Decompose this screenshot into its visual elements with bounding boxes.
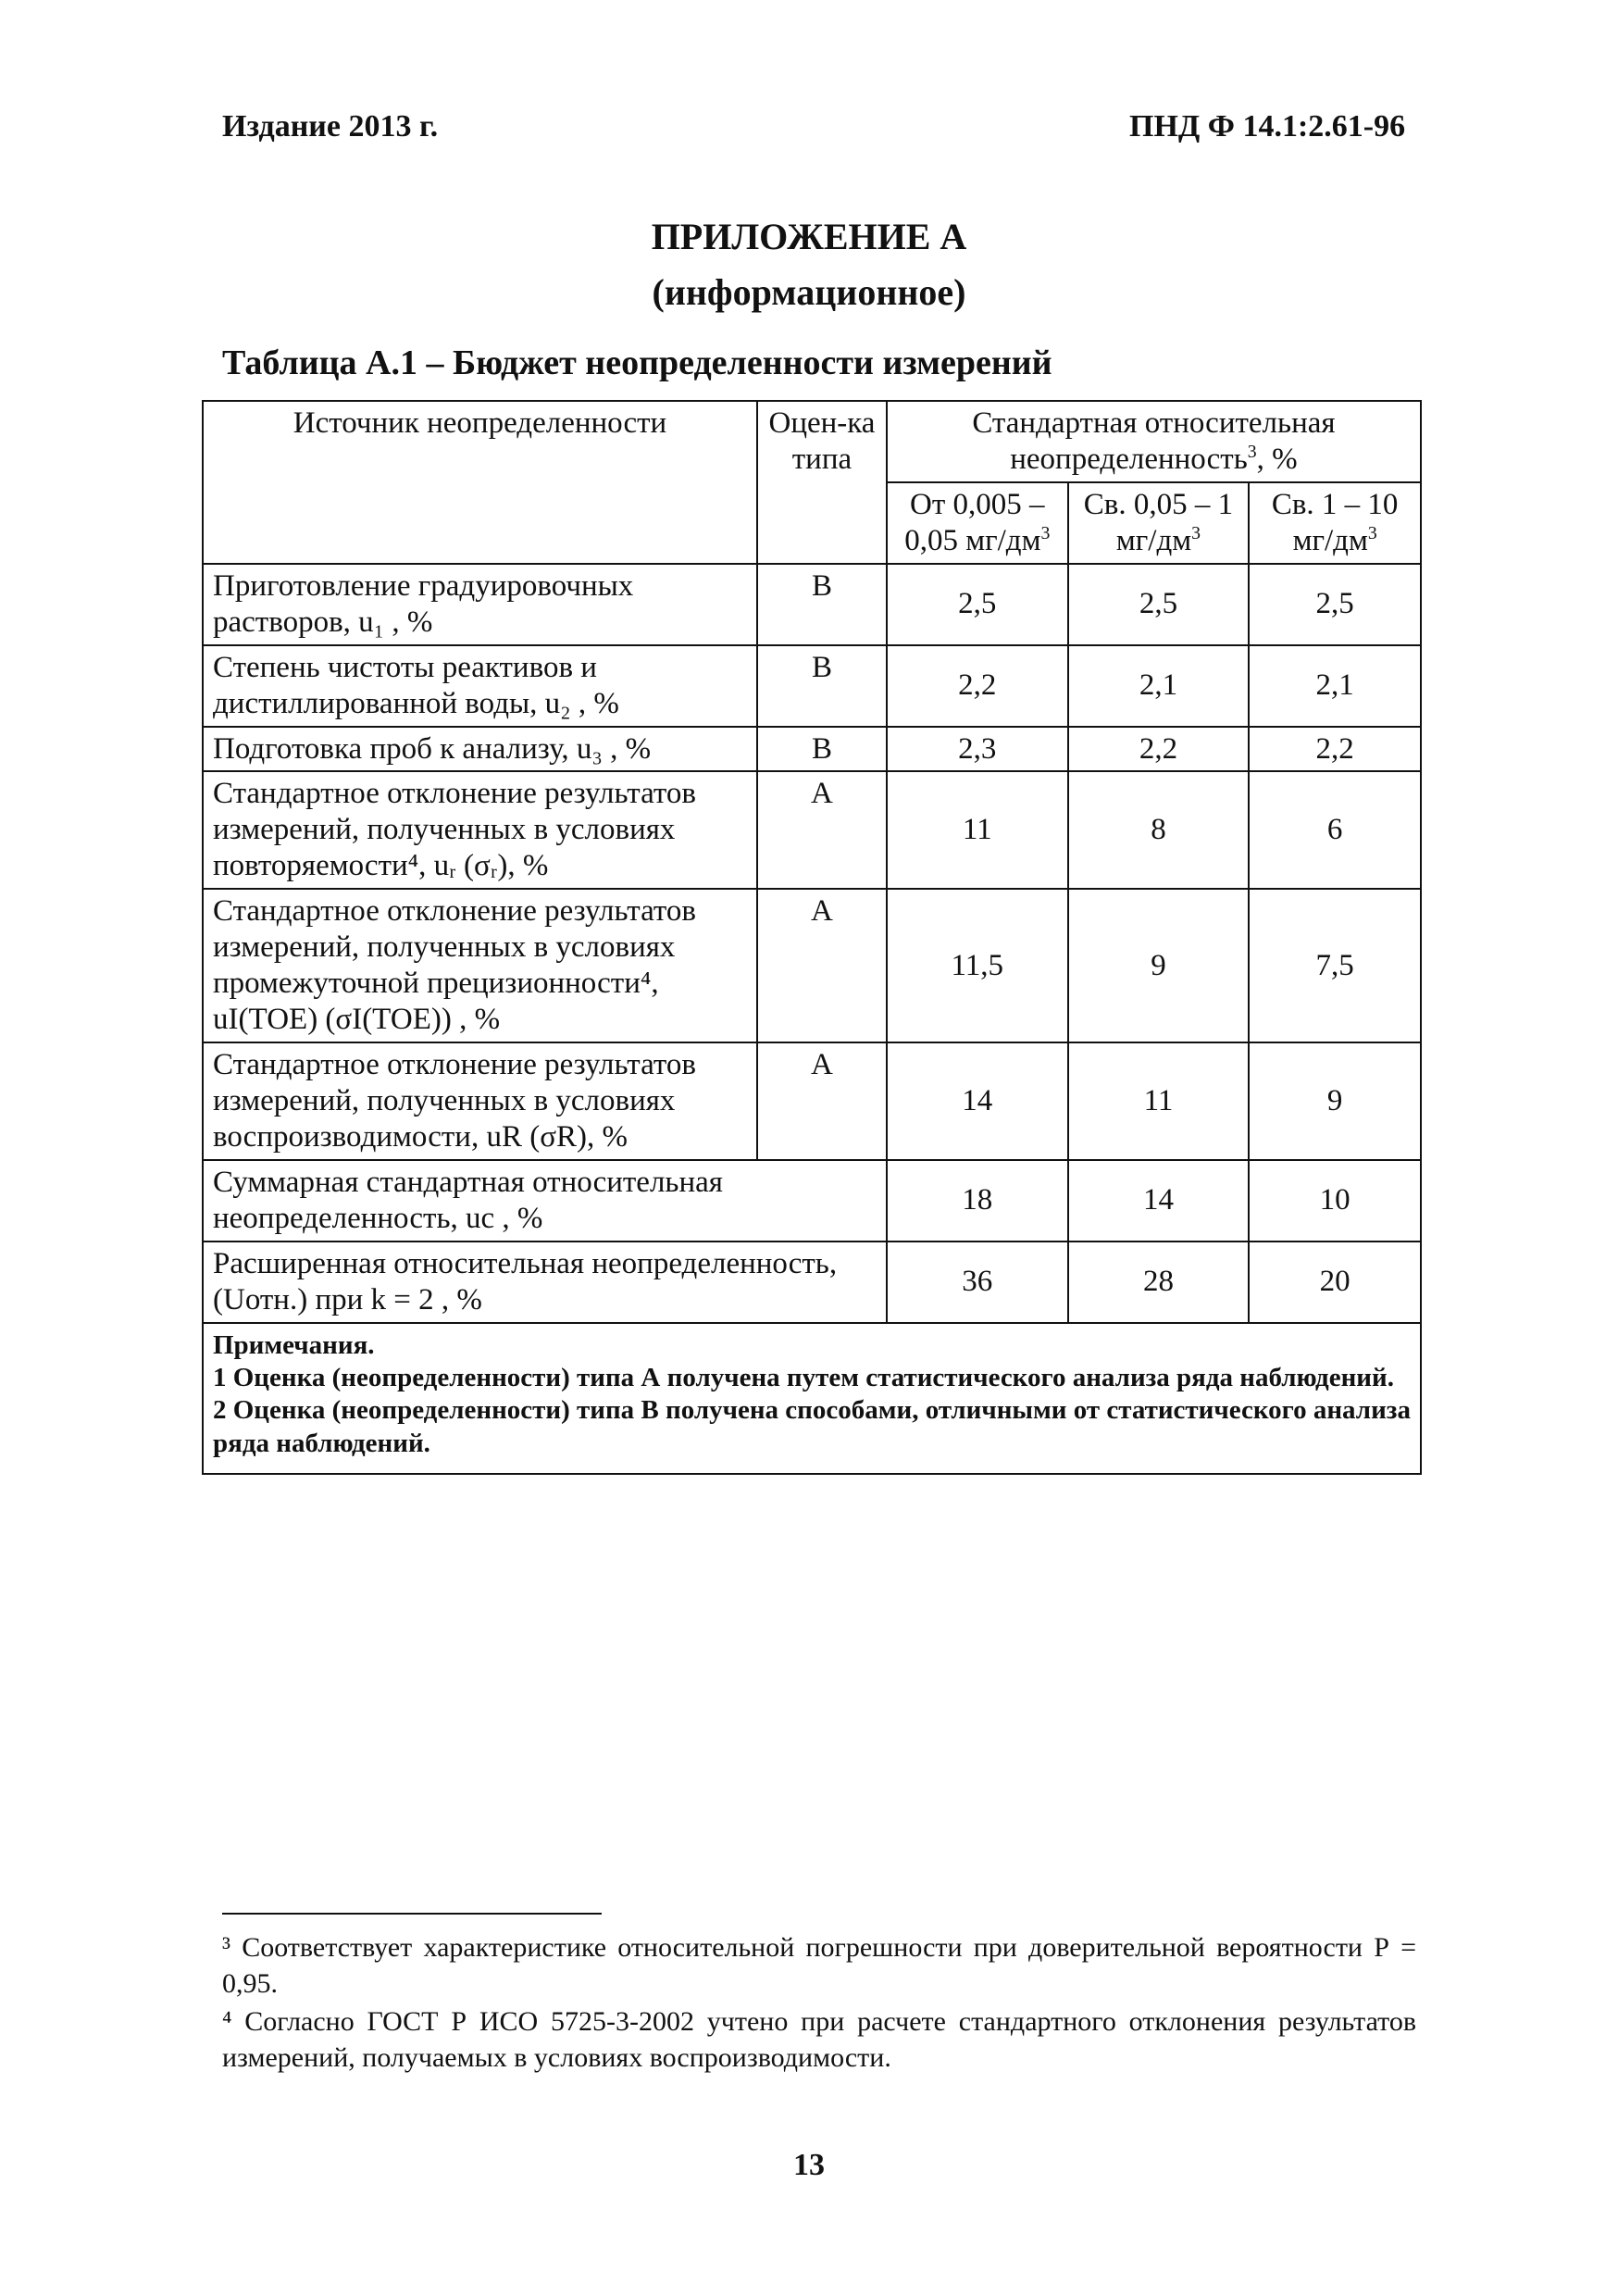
total-value-1: 18 (887, 1160, 1068, 1242)
row-source: Стандартное отклонение результатов измерений, полученных в условиях промежуточной прецизионности⁴, uI(ТОЕ) (σI(ТОЕ)) , % (203, 889, 757, 1042)
range-header-2-sup: 3 (1191, 522, 1201, 543)
range-header-2-text: Св. 0,05 – 1 мг/дм (1083, 487, 1234, 557)
header-type: Оцен-ка типа (757, 401, 887, 564)
note-1: 1 Оценка (неопределенности) типа А получена путем статистического анализа ряда наблюдений. (213, 1362, 1394, 1392)
row-value-1: 11 (887, 771, 1068, 889)
document-code: ПНД Ф 14.1:2.61-96 (1129, 109, 1406, 144)
table-row (203, 771, 1421, 889)
total-value-2: 28 (1068, 1242, 1250, 1323)
appendix-subtitle: (информационное) (652, 271, 966, 313)
table-row (203, 564, 1421, 645)
range-header-1 (887, 482, 1068, 564)
row-value-3: 6 (1249, 771, 1421, 889)
notes-row (203, 1323, 1421, 1475)
row-value-2: 2,2 (1068, 727, 1250, 772)
table-row (203, 1042, 1421, 1160)
row-type: В (757, 727, 887, 772)
total-value-1: 36 (887, 1242, 1068, 1323)
row-source: Стандартное отклонение результатов измерений, полученных в условиях повторяемости⁴, uᵣ (σᵣ), % (203, 771, 757, 889)
row-value-2: 2,1 (1068, 645, 1250, 727)
row-value-2: 9 (1068, 889, 1250, 1042)
header-source: Источник неопределенности (203, 401, 757, 564)
row-value-2: 11 (1068, 1042, 1250, 1160)
row-value-2: 8 (1068, 771, 1250, 889)
row-source: Стандартное отклонение результатов измерений, полученных в условиях воспроизводимости, uR (σR), % (203, 1042, 757, 1160)
table-row (203, 889, 1421, 1042)
row-source: Подготовка проб к анализу, u₃ , % (203, 727, 757, 772)
table-header-row (203, 401, 1421, 482)
footnote-divider (222, 1913, 602, 1915)
table-row (203, 727, 1421, 772)
range-header-3-text: Св. 1 – 10 мг/дм (1271, 487, 1399, 557)
row-type: А (757, 771, 887, 889)
page-number: 13 (793, 2148, 825, 2182)
table-total-row (203, 1242, 1421, 1323)
appendix-title: ПРИЛОЖЕНИЕ А (651, 216, 967, 257)
row-value-2: 2,5 (1068, 564, 1250, 645)
row-type: А (757, 889, 887, 1042)
header-std-footnote-ref: 3 (1247, 441, 1257, 462)
range-header-1-text: От 0,005 – 0,05 мг/дм (904, 487, 1045, 557)
row-type: А (757, 1042, 887, 1160)
total-source: Расширенная относительная неопределенность, (Uотн.) при k = 2 , % (203, 1242, 887, 1323)
row-value-1: 11,5 (887, 889, 1068, 1042)
header-std-text: Стандартная относительная неопределенность (972, 406, 1336, 476)
row-value-3: 7,5 (1249, 889, 1421, 1042)
total-source: Суммарная стандартная относительная неопределенность, uc , % (203, 1160, 887, 1242)
table-row (203, 645, 1421, 727)
total-value-2: 14 (1068, 1160, 1250, 1242)
range-header-1-sup: 3 (1040, 522, 1051, 543)
row-value-1: 2,2 (887, 645, 1068, 727)
row-type: В (757, 564, 887, 645)
header-std-uncertainty (887, 401, 1421, 482)
range-header-2 (1068, 482, 1250, 564)
row-value-3: 2,5 (1249, 564, 1421, 645)
row-source: Приготовление градуировочных растворов, u₁ , % (203, 564, 757, 645)
row-value-1: 2,3 (887, 727, 1068, 772)
notes-cell (203, 1323, 1421, 1475)
row-value-3: 9 (1249, 1042, 1421, 1160)
range-header-3 (1249, 482, 1421, 564)
footnote-4: ⁴ Согласно ГОСТ Р ИСО 5725-3-2002 учтено при расчете стандартного отклонения результатов измерений, получаемых в условиях воспроизводимости. (222, 2006, 1416, 2073)
range-header-3-sup: 3 (1367, 522, 1377, 543)
edition-label: Издание 2013 г. (222, 109, 439, 144)
row-value-3: 2,2 (1249, 727, 1421, 772)
total-value-3: 20 (1249, 1242, 1421, 1323)
row-value-1: 2,5 (887, 564, 1068, 645)
total-value-3: 10 (1249, 1160, 1421, 1242)
notes-heading: Примечания. (213, 1329, 375, 1360)
row-type: В (757, 645, 887, 727)
footnote-3: ³ Соответствует характеристике относительной погрешности при доверительной вероятности Р = 0,95. (222, 1932, 1416, 1999)
uncertainty-budget-table (202, 400, 1422, 1475)
row-value-1: 14 (887, 1042, 1068, 1160)
row-value-3: 2,1 (1249, 645, 1421, 727)
table-caption: Таблица А.1 – Бюджет неопределенности измерений (222, 343, 1052, 382)
row-source: Степень чистоты реактивов и дистиллированной воды, u₂ , % (203, 645, 757, 727)
note-2: 2 Оценка (неопределенности) типа В получена способами, отличными от статистического анализа ряда наблюдений. (213, 1395, 1411, 1458)
table-total-row (203, 1160, 1421, 1242)
header-std-unit: , % (1256, 442, 1298, 476)
